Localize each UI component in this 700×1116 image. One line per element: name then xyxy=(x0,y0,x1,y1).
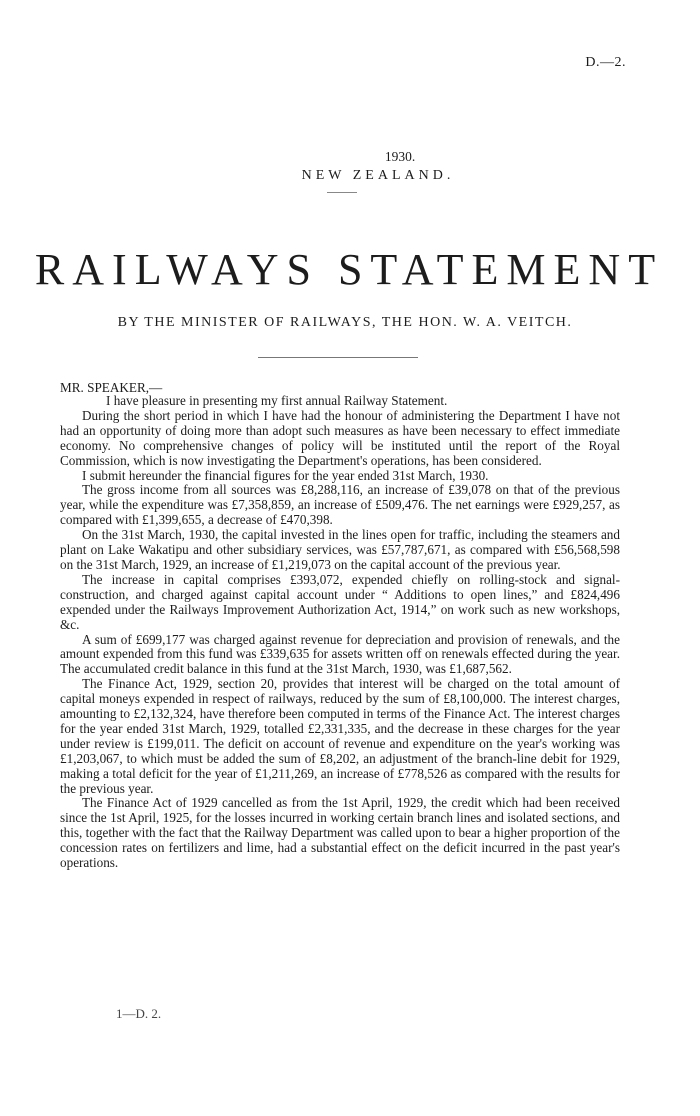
document-byline: BY THE MINISTER OF RAILWAYS, THE HON. W. A. VEITCH. xyxy=(117,315,573,330)
footer-reference: 1—D. 2. xyxy=(116,1006,162,1021)
paragraph: The Finance Act of 1929 cancelled as from the 1st April, 1929, the credit which had been received since the 1st April, 1925, for the losses incurred in working certain branch lines and isolated sections, and this, together with the fact that the Railway Department was called upon to bear a higher proportion of the concession rates on fertilizers and lime, had a substantial effect on the deficit incurred in the past year's operations. xyxy=(60,795,620,871)
paragraph: I submit hereunder the financial figures for the year ended 31st March, 1930. xyxy=(82,467,489,483)
document-year: 1930. xyxy=(384,149,416,164)
paragraph: I have pleasure in presenting my first annual Railway Statement. xyxy=(106,393,448,408)
paragraph: During the short period in which I have had the honour of administering the Department I have not had an opportunity of doing more than adopt such measures as have been necessary to effect immediate economy. No comprehensive changes of policy will be instituted until the report of the Royal Commission, which is now investigating the Department's operations, has been considered. xyxy=(60,407,620,468)
body-text xyxy=(60,394,620,871)
paragraph: The Finance Act, 1929, section 20, provides that interest will be charged on the total amount of capital moneys expended in respect of railways, reduced by the sum of £8,100,000. The interest charges, amounting to £2,132,324, have therefore been computed in terms of the Finance Act. The interest charges for the year ended 31st March, 1929, totalled £2,331,335, and the decrease in these charges for the year under review is £199,011. The deficit on account of revenue and expenditure on the year's working was £1,203,067, to which must be added the sum of £8,202, an adjustment of the branch-line debit for 1929, making a total deficit for the year of £1,211,269, an increase of £778,526 as compared with the results for the previous year. xyxy=(60,676,620,796)
page-reference: D.—2. xyxy=(585,55,626,70)
title-divider xyxy=(258,357,418,358)
paragraph: A sum of £699,177 was charged against revenue for depreciation and provision of renewals, and the amount expended from this fund was £339,635 for assets written off on renewals effected during the year. The accumulated credit balance in this fund at the 31st March, 1930, was £1,687,562. xyxy=(60,631,620,677)
document-country: NEW ZEALAND. xyxy=(301,168,455,183)
salutation: MR. SPEAKER,— xyxy=(60,380,163,395)
header-divider xyxy=(327,192,357,193)
paragraph: The gross income from all sources was £8,288,116, an increase of £39,078 on that of the previous year, while the expenditure was £7,358,859, an increase of £509,476. The net earnings were £929,257, as compared with £1,399,655, a decrease of £470,398. xyxy=(60,482,620,528)
paragraph: On the 31st March, 1930, the capital invested in the lines open for traffic, including the steamers and plant on Lake Wakatipu and other subsidiary services, was £57,787,671, as compared with £56,568,598 on the 31st March, 1929, an increase of £1,219,073 on the capital account of the previous year. xyxy=(60,527,620,572)
paragraph: The increase in capital comprises £393,072, expended chiefly on rolling-stock and signal-construction, and charged against capital account under “ Additions to open lines,” and £824,496 expended under the Railways Improvement Authorization Act, 1914,” on work such as new workshops, &c. xyxy=(60,571,620,632)
document-title: RAILWAYS STATEMENT xyxy=(34,245,664,294)
